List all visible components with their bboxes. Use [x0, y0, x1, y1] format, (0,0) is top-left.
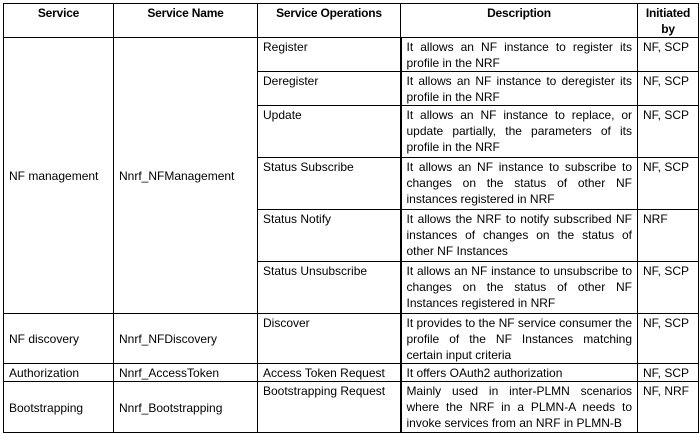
- description-cell: It allows an NF instance to subscribe to changes on the status of other NF instances registered in NRF: [401, 158, 638, 210]
- operation-cell: Status Unsubscribe: [258, 262, 401, 314]
- header-row: [4, 4, 699, 38]
- service-name-cell: Nnrf_NFDiscovery: [114, 314, 258, 364]
- initiated-by-cell: NRF: [638, 210, 699, 262]
- header-description: Description: [401, 4, 638, 38]
- header-service-name: Service Name: [114, 4, 258, 38]
- description-cell: It provides to the NF service consumer the profile of the NF Instances matching certain input criteria: [401, 314, 638, 364]
- header-service-operations: Service Operations: [258, 4, 401, 38]
- operation-cell: Bootstrapping Request: [258, 382, 401, 433]
- table-row: [4, 364, 699, 382]
- nrf-services-table: [3, 3, 699, 433]
- initiated-by-cell: NF, SCP: [638, 262, 699, 314]
- description-cell: It allows an NF instance to unsubscribe to changes on the status of other NF Instances registered in NRF: [401, 262, 638, 314]
- service-cell: NF management: [4, 38, 114, 314]
- description-cell: It allows an NF instance to replace, or update partially, the parameters of its profile in the NRF: [401, 106, 638, 158]
- description-cell: It allows an NF instance to deregister its profile in the NRF: [401, 72, 638, 106]
- operation-cell: Status Notify: [258, 210, 401, 262]
- operation-cell: Access Token Request: [258, 364, 401, 382]
- service-cell: NF discovery: [4, 314, 114, 364]
- description-cell: It offers OAuth2 authorization: [401, 364, 638, 382]
- header-initiated-by: Initiated by: [638, 4, 699, 38]
- description-cell: It allows an NF instance to register its profile in the NRF: [401, 38, 638, 72]
- service-cell: Bootstrapping: [4, 382, 114, 433]
- service-name-cell: Nnrf_AccessToken: [114, 364, 258, 382]
- initiated-by-cell: NF, SCP: [638, 364, 699, 382]
- service-name-cell: Nnrf_Bootstrapping: [114, 382, 258, 433]
- operation-cell: Register: [258, 38, 401, 72]
- table-row: [4, 382, 699, 433]
- description-cell: Mainly used in inter-PLMN scenarios where the NRF in a PLMN-A needs to invoke services from an NRF in PLMN-B: [401, 382, 638, 433]
- service-name-cell: Nnrf_NFManagement: [114, 38, 258, 314]
- operation-cell: Deregister: [258, 72, 401, 106]
- description-cell: It allows the NRF to notify subscribed NF instances of changes on the status of other NF Instances: [401, 210, 638, 262]
- operation-cell: Update: [258, 106, 401, 158]
- initiated-by-cell: NF, SCP: [638, 158, 699, 210]
- initiated-by-cell: NF, SCP: [638, 106, 699, 158]
- table-row: [4, 314, 699, 364]
- operation-cell: Discover: [258, 314, 401, 364]
- initiated-by-cell: NF, SCP: [638, 72, 699, 106]
- service-cell: Authorization: [4, 364, 114, 382]
- initiated-by-cell: NF, NRF: [638, 382, 699, 433]
- initiated-by-cell: NF, SCP: [638, 38, 699, 72]
- operation-cell: Status Subscribe: [258, 158, 401, 210]
- header-service: Service: [4, 4, 114, 38]
- initiated-by-cell: NF, SCP: [638, 314, 699, 364]
- table-row: [4, 38, 699, 72]
